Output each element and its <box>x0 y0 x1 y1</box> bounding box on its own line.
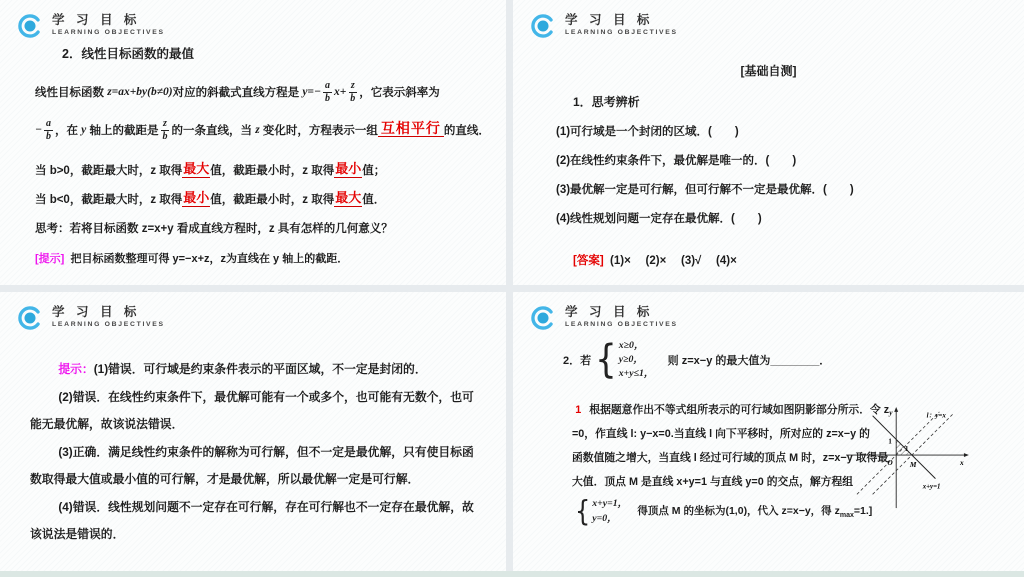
slide-3 <box>0 292 506 571</box>
learning-objectives-logo-icon <box>17 305 43 331</box>
svg-text:1: 1 <box>888 438 892 446</box>
header-title: 学 习 目 标 <box>52 13 141 27</box>
explanation-1: 提示：(1)错误．可行域是约束条件表示的平面区域，不一定是封闭的． <box>58 362 427 376</box>
slide-2 <box>513 0 1024 285</box>
svg-text:x: x <box>960 457 964 467</box>
answer-blank-min: 最小 <box>335 161 362 176</box>
header-title: 学 习 目 标 <box>565 305 654 319</box>
hint-tag: 提示： <box>58 362 94 376</box>
svg-text:1: 1 <box>905 446 909 454</box>
solution-body: 1 根据题意作出不等式组所表示的可行域如图阴影部分所示．令 z =0，作直线 l: y−x=0.当直线 l 向下平移时，所对应的 z=x−y 的 函数值随之增大，当直线 l 经过可行域的顶点 M 时，z=x−y 取得最 大值．顶点 M 是直线 x+y=1 与直线 y=0 的交点，解方程组 <box>572 404 890 488</box>
line-l-translated <box>873 414 954 495</box>
svg-text:x+y=1: x+y=1 <box>922 483 941 491</box>
slide-header <box>530 13 678 39</box>
fraction: $\frac{z}{b}$ <box>350 80 356 104</box>
learning-objectives-logo-icon <box>530 13 556 39</box>
answer-tag: [答案] <box>573 255 604 267</box>
slide-header <box>17 13 165 39</box>
slide-1 <box>0 0 506 285</box>
answer-blank-max: 最大 <box>183 161 210 176</box>
equation-system: x+y=1， y=0， <box>592 498 628 524</box>
header-subtitle: LEARNING OBJECTIVES <box>52 29 165 37</box>
explanation-2: (2)错误．在线性约束条件下，最优解可能有一个或多个，也可能有无数个，也可能无最优解，故该说法错误． <box>30 389 474 431</box>
hint-line: [提示] 把目标函数整理可得 y=−x+z，z为直线在 y 轴上的截距． <box>35 253 349 265</box>
explanation-3: (3)正确．满足线性约束条件的解称为可行解，但不一定是最优解，只有使目标函数取得最大值或最小值的可行解，才是最优解，所以最优解一定是可行解． <box>30 444 474 486</box>
true-false-item: (2)在线性约束条件下，最优解是唯一的．( ) <box>556 155 797 167</box>
bottom-bar <box>0 571 1024 577</box>
header-title: 学 习 目 标 <box>565 13 654 27</box>
answer-blank-min: 最小 <box>183 190 210 205</box>
svg-text:M: M <box>909 459 917 469</box>
thinking-question: 思考：若将目标函数 z=x+y 看成直线方程时，z 具有怎样的几何意义？ <box>35 223 393 235</box>
answer-blank-parallel: 互相平行 <box>378 121 444 137</box>
section-heading: [基础自测] <box>740 64 797 78</box>
answer-number: 1 <box>575 404 582 416</box>
paragraph-b-positive: 当 b>0，截距最大时，z 取得最大值，截距最小时，z 取得最小值； <box>35 161 386 177</box>
hint-tag: [提示] <box>35 253 65 265</box>
slide-4 <box>513 292 1024 571</box>
answer-line: [答案] (1)× (2)× (3)√ (4)× <box>573 255 737 267</box>
fraction: $\frac{z}{b}$ <box>162 118 168 142</box>
left-brace: { <box>595 337 617 383</box>
fraction: $\frac{a}{b}$ <box>324 80 330 104</box>
header-subtitle: LEARNING OBJECTIVES <box>565 321 678 329</box>
explanation-4: (4)错误．线性规划问题不一定存在可行解，存在可行解也不一定存在最优解，故该说法是错误的． <box>30 499 474 541</box>
answer-blank-max: 最大 <box>335 190 362 205</box>
paragraph-formula-1: 线性目标函数 z=ax+by(b≠0) 对应的斜截式直线方程是 y=− $\frac{a}{b}$ x+ $\frac{z}{b}$ ，它表示斜率为 <box>35 80 440 104</box>
subsection-heading: 1．思考辨析 <box>573 95 640 109</box>
solution-system-line: { x+y=1， y=0， 得顶点 M 的坐标为(1,0)，代入 z=x−y，得 $z_{max}=1$.] <box>575 494 873 528</box>
question-blank: 则 z=x−y 的最大值为________． <box>667 355 831 367</box>
true-false-item: (1)可行域是一个封闭的区域．( ) <box>556 126 739 138</box>
header-subtitle: LEARNING OBJECTIVES <box>52 321 165 329</box>
learning-objectives-logo-icon <box>17 13 43 39</box>
section-title: 2．线性目标函数的最值 <box>62 47 194 61</box>
x-axis-arrow <box>964 453 969 457</box>
slide-header <box>530 305 678 331</box>
question-line: 2．若 { x≥0， y≥0， x+y≤1， 则 z=x−y 的最大值为________． <box>563 337 831 383</box>
svg-text:O: O <box>887 457 893 467</box>
header-subtitle: LEARNING OBJECTIVES <box>565 29 678 37</box>
slide-header <box>17 305 165 331</box>
inequality-system: x≥0， y≥0， x+y≤1， <box>618 340 654 379</box>
learning-objectives-logo-icon <box>530 305 556 331</box>
paragraph-b-negative: 当 b<0，截距最大时，z 取得最小值，截距最小时，z 取得最大值． <box>35 190 386 206</box>
left-brace: { <box>575 494 591 528</box>
explanation-body <box>30 356 478 549</box>
y-axis-arrow <box>894 407 898 412</box>
fraction: $\frac{a}{b}$ <box>45 118 51 142</box>
svg-text:l：y=x: l：y=x <box>926 412 946 420</box>
true-false-item: (3)最优解一定是可行解，但可行解不一定是最优解．( ) <box>556 184 854 196</box>
svg-text:y: y <box>889 407 893 417</box>
header-title: 学 习 目 标 <box>52 305 141 319</box>
paragraph-formula-2: − $\frac{a}{b}$ ，在 y 轴上的截距是 $\frac{z}{b}$ 的一条直线，当 z 变化时，方程表示一组 互相平行 的直线． <box>35 118 490 142</box>
feasible-region-figure <box>839 404 974 512</box>
true-false-item: (4)线性规划问题一定存在最优解．( ) <box>556 213 762 225</box>
